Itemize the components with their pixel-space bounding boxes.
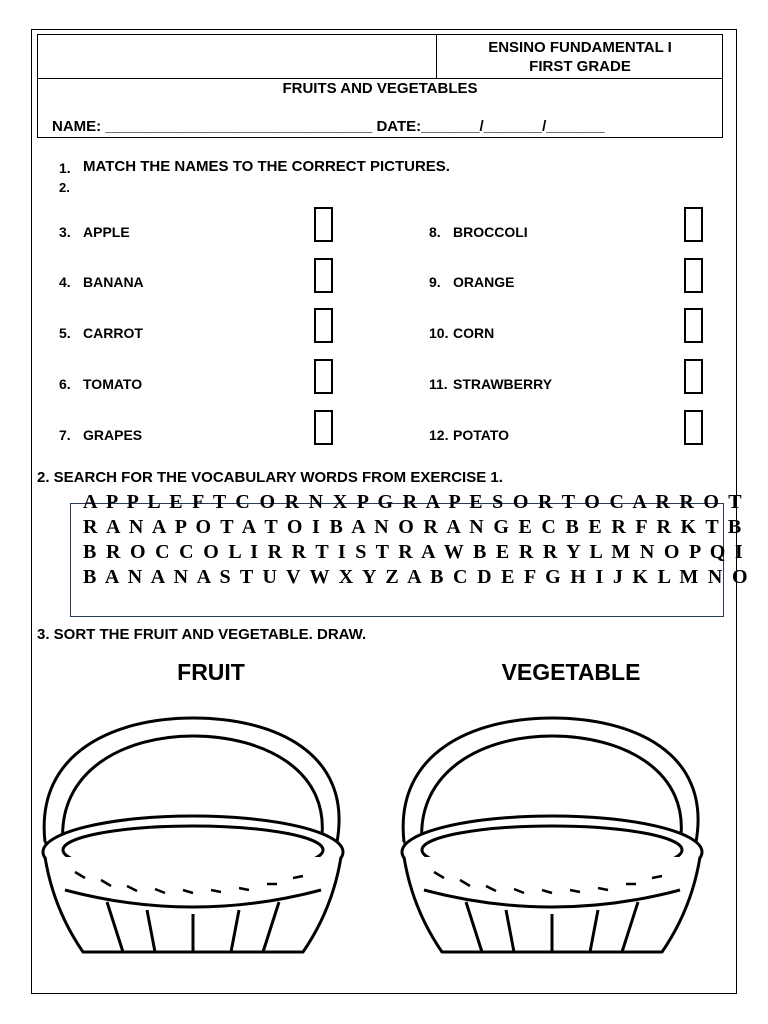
item-number: 7.	[59, 427, 71, 443]
match-box-carrot[interactable]	[314, 308, 333, 343]
item-label-potato: POTATO	[453, 427, 509, 443]
item-number: 10.	[429, 325, 449, 341]
item-label-apple: APPLE	[83, 224, 130, 240]
match-box-banana[interactable]	[314, 258, 333, 293]
match-box-broccoli[interactable]	[684, 207, 703, 242]
match-box-tomato[interactable]	[314, 359, 333, 394]
item-number: 5.	[59, 325, 71, 341]
word-search-row: A P P L E F T C O R N X P G R A P E S O R T O C A R R O T	[83, 491, 744, 513]
item-label-grapes: GRAPES	[83, 427, 143, 443]
item-label-broccoli: BROCCOLI	[453, 224, 528, 240]
fruit-label: FRUIT	[177, 659, 245, 685]
exercise3-instruction: 3. SORT THE FRUIT AND VEGETABLE. DRAW.	[37, 626, 367, 643]
match-box-strawberry[interactable]	[684, 359, 703, 394]
worksheet-title: FRUITS AND VEGETABLES	[282, 80, 478, 97]
fruit-basket-icon[interactable]	[35, 712, 353, 960]
item-label-carrot: CARROT	[83, 325, 143, 341]
match-box-grapes[interactable]	[314, 410, 333, 445]
item-label-strawberry: STRAWBERRY	[453, 376, 553, 392]
item-label-banana: BANANA	[83, 274, 144, 290]
item-label-tomato: TOMATO	[83, 376, 143, 392]
header-divider-horizontal	[37, 78, 723, 79]
match-box-potato[interactable]	[684, 410, 703, 445]
match-box-apple[interactable]	[314, 207, 333, 242]
word-search-row: B A N A N A S T U V W X Y Z A B C D E F G H I J K L M N O	[83, 566, 750, 588]
vegetable-basket-icon[interactable]	[394, 712, 712, 960]
item-number: 6.	[59, 376, 71, 392]
grade-level: FIRST GRADE	[529, 58, 631, 75]
exercise1-instruction: MATCH THE NAMES TO THE CORRECT PICTURES.	[83, 158, 450, 175]
item-number: 3.	[59, 224, 71, 240]
match-box-corn[interactable]	[684, 308, 703, 343]
name-date-line[interactable]: NAME: ________________________________ DATE:_______/_______/_______	[52, 118, 605, 135]
item-number: 9.	[429, 274, 441, 290]
item-number: 11.	[429, 376, 448, 392]
vegetable-label: VEGETABLE	[501, 659, 641, 685]
school-info	[437, 38, 723, 76]
item-number: 4.	[59, 274, 71, 290]
exercise2-instruction: 2. SEARCH FOR THE VOCABULARY WORDS FROM EXERCISE 1.	[37, 469, 503, 486]
item-number: 12.	[429, 427, 449, 443]
exercise1-number: 1.	[59, 160, 71, 176]
word-search-row: B R O C C O L I R R T I S T R A W B E R R Y L M N O P Q I	[83, 541, 745, 563]
school-level: ENSINO FUNDAMENTAL I	[488, 39, 672, 56]
item-label-orange: ORANGE	[453, 274, 515, 290]
match-box-orange[interactable]	[684, 258, 703, 293]
item-label-corn: CORN	[453, 325, 495, 341]
item-number: 8.	[429, 224, 441, 240]
exercise1-number-2: 2.	[59, 180, 70, 195]
word-search-row: R A N A P O T A T O I B A N O R A N G E C B E R F R K T B	[83, 516, 744, 538]
